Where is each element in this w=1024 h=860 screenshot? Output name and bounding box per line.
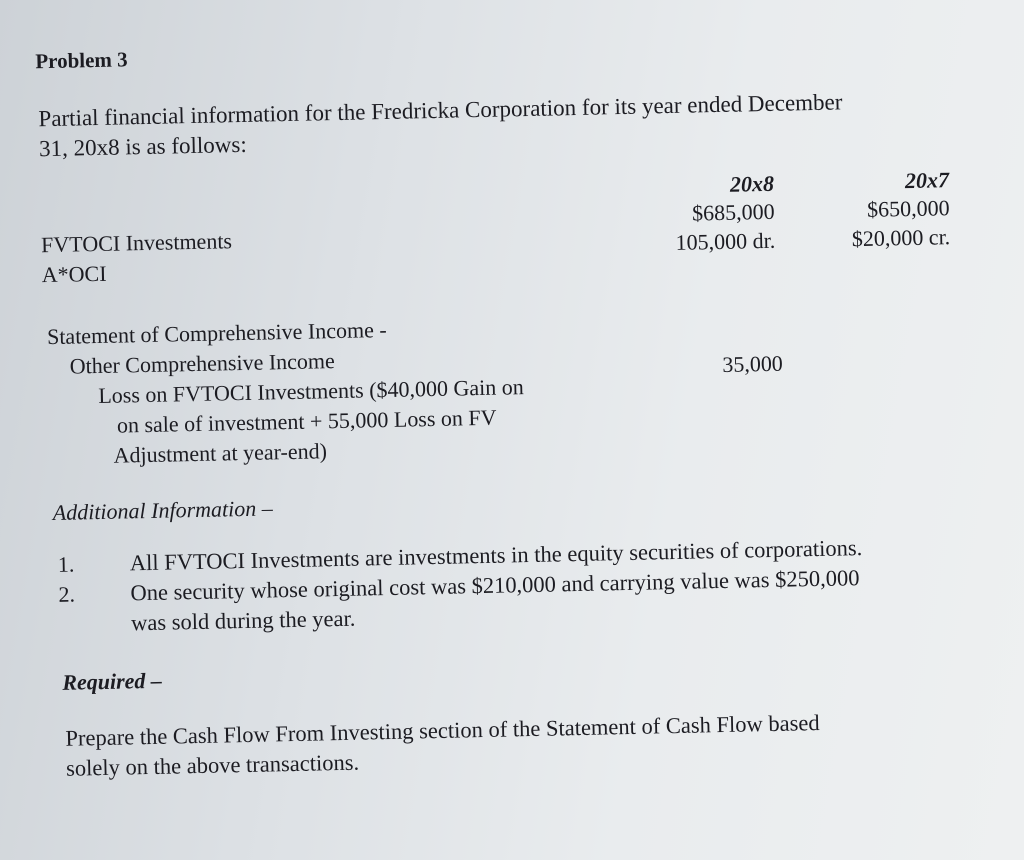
- additional-info-heading: Additional Information –: [52, 495, 273, 526]
- row-label-fvtoci-investments: FVTOCI Investments: [40, 228, 233, 258]
- intro-line-2: 31, 20x8 is as follows:: [38, 131, 247, 162]
- required-heading: Required –: [62, 667, 163, 695]
- row-label-aoci: A*OCI: [41, 260, 107, 288]
- required-line-1: Prepare the Cash Flow From Investing section of the Statement of Cash Flow based: [65, 709, 820, 751]
- list-item-text: All FVTOCI Investments are investments in the equity securities of corporations.: [129, 535, 863, 576]
- fvtoci-value-20x8: $685,000: [691, 198, 775, 226]
- sci-loss-line-3: Adjustment at year-end): [113, 438, 328, 468]
- fvtoci-value-20x7: $650,000: [866, 195, 950, 222]
- sci-loss-value: 35,000: [722, 350, 784, 377]
- required-line-2: solely on the above transactions.: [65, 749, 360, 781]
- aoci-value-20x7: $20,000 cr.: [851, 224, 951, 252]
- problem-title: Problem 3: [35, 47, 128, 74]
- sci-subheading: Other Comprehensive Income: [69, 348, 336, 379]
- sci-loss-line-2: on sale of investment + 55,000 Loss on FV: [116, 404, 497, 438]
- list-item-text: was sold during the year.: [130, 605, 356, 636]
- intro-line-1: Partial financial information for the Fredricka Corporation for its year ended December: [38, 89, 843, 132]
- sci-heading: Statement of Comprehensive Income -: [46, 316, 387, 350]
- column-header-20x8: 20x8: [729, 170, 775, 197]
- list-number: 2.: [58, 581, 76, 607]
- sci-loss-line-1: Loss on FVTOCI Investments ($40,000 Gain on: [98, 374, 525, 409]
- column-header-20x7: 20x7: [904, 167, 950, 194]
- aoci-value-20x8: 105,000 dr.: [675, 227, 776, 255]
- list-item-text: One security whose original cost was $210,000 and carrying value was $250,000: [130, 565, 860, 606]
- list-number: 1.: [57, 551, 75, 577]
